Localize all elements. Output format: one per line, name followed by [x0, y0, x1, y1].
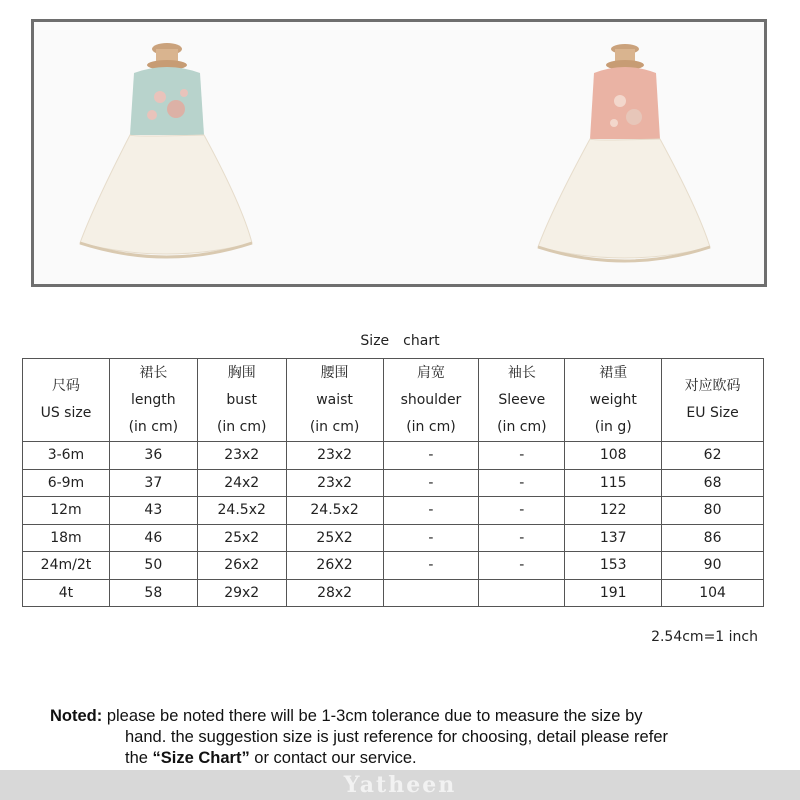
column-header [197, 359, 286, 442]
table-cell: 23x2 [197, 442, 286, 470]
note-line-3 [50, 748, 762, 769]
table-cell: 68 [662, 469, 764, 497]
table-cell: 58 [109, 579, 197, 607]
table-cell: - [479, 442, 565, 470]
brand-watermark: Yatheen [343, 772, 457, 798]
table-cell: 104 [662, 579, 764, 607]
note-line-3-post: or contact our service. [249, 749, 417, 767]
table-cell: 25X2 [286, 524, 383, 552]
table-cell: - [383, 524, 479, 552]
table-row [23, 579, 764, 607]
pink-dress-image [530, 37, 720, 272]
unit-conversion: 2.54cm=1 inch [651, 629, 758, 645]
note-line-2: hand. the suggestion size is just reference for choosing, detail please refer [125, 728, 668, 746]
table-cell: 36 [109, 442, 197, 470]
table-row [23, 469, 764, 497]
table-cell: 29x2 [197, 579, 286, 607]
table-cell: 122 [565, 497, 662, 525]
column-header-en: waist [316, 391, 353, 408]
column-header [109, 359, 197, 442]
table-cell: 108 [565, 442, 662, 470]
table-cell: 24.5x2 [286, 497, 383, 525]
table-row [23, 442, 764, 470]
table-cell: 23x2 [286, 469, 383, 497]
table-cell: 28x2 [286, 579, 383, 607]
note-line-3-pre: the [125, 749, 153, 767]
table-cell: - [479, 497, 565, 525]
column-header [383, 359, 479, 442]
table-row [23, 524, 764, 552]
table-cell: - [479, 524, 565, 552]
column-header-zh: 裙长 [139, 364, 168, 381]
size-table [22, 358, 764, 607]
table-cell: 25x2 [197, 524, 286, 552]
table-body [23, 442, 764, 607]
table-cell: 37 [109, 469, 197, 497]
column-header-en: EU Size [686, 405, 739, 421]
table-cell: 46 [109, 524, 197, 552]
column-header-unit: (in cm) [216, 418, 267, 435]
title-word-size: Size [360, 333, 390, 349]
table-cell: 153 [565, 552, 662, 580]
table-cell: 137 [565, 524, 662, 552]
table-cell: - [383, 552, 479, 580]
note-label: Noted: [50, 707, 103, 725]
table-cell: 62 [662, 442, 764, 470]
table-cell: 90 [662, 552, 764, 580]
table-cell: 24x2 [197, 469, 286, 497]
table-cell: 4t [23, 579, 110, 607]
table-header-row [23, 359, 764, 442]
column-header-zh: 胸围 [227, 364, 256, 381]
table-cell [383, 579, 479, 607]
column-header-unit: (in cm) [406, 418, 456, 435]
size-chart-reference: “Size Chart” [152, 749, 250, 767]
table-cell: - [383, 497, 479, 525]
table-cell: - [479, 469, 565, 497]
table-cell [479, 579, 565, 607]
column-header-zh: 袖长 [507, 364, 536, 381]
column-header-en: weight [589, 391, 637, 408]
table-cell: 24m/2t [23, 552, 110, 580]
column-header-unit: (in cm) [497, 418, 547, 435]
column-header [565, 359, 662, 442]
column-header-en: length [131, 391, 176, 408]
column-header [23, 359, 110, 442]
column-header-unit: (in g) [594, 418, 632, 435]
column-header-en: US size [40, 405, 92, 421]
note-line-1: please be noted there will be 1-3cm tolerance due to measure the size by [106, 707, 643, 725]
table-row [23, 552, 764, 580]
column-header-unit: (in cm) [128, 418, 179, 435]
column-header-en: shoulder [400, 391, 462, 408]
product-photo-frame [31, 19, 767, 287]
table-cell: 191 [565, 579, 662, 607]
table-cell: 50 [109, 552, 197, 580]
table-cell: 86 [662, 524, 764, 552]
column-header-zh: 裙重 [599, 364, 628, 381]
title-word-chart: chart [403, 333, 440, 349]
column-header [286, 359, 383, 442]
column-header [662, 359, 764, 442]
table-cell: 6-9m [23, 469, 110, 497]
column-header-unit: (in cm) [309, 418, 360, 435]
column-header-zh: 对应欧码 [684, 378, 741, 394]
table-cell: - [383, 469, 479, 497]
table-cell: 115 [565, 469, 662, 497]
column-header-zh: 肩宽 [416, 364, 445, 381]
column-header [479, 359, 565, 442]
table-cell: 3-6m [23, 442, 110, 470]
table-cell: 80 [662, 497, 764, 525]
size-chart-title [0, 333, 800, 349]
table-cell: 43 [109, 497, 197, 525]
table-cell: 12m [23, 497, 110, 525]
mint-dress-image [72, 35, 262, 270]
table-cell: 26X2 [286, 552, 383, 580]
column-header-zh: 尺码 [51, 378, 80, 394]
column-header-en: Sleeve [498, 391, 546, 408]
table-cell: 26x2 [197, 552, 286, 580]
table-cell: - [479, 552, 565, 580]
table-cell: - [383, 442, 479, 470]
column-header-en: bust [226, 391, 257, 408]
note-block [50, 706, 762, 769]
table-cell: 23x2 [286, 442, 383, 470]
column-header-zh: 腰围 [320, 364, 349, 381]
table-cell: 18m [23, 524, 110, 552]
table-row [23, 497, 764, 525]
table-cell: 24.5x2 [197, 497, 286, 525]
